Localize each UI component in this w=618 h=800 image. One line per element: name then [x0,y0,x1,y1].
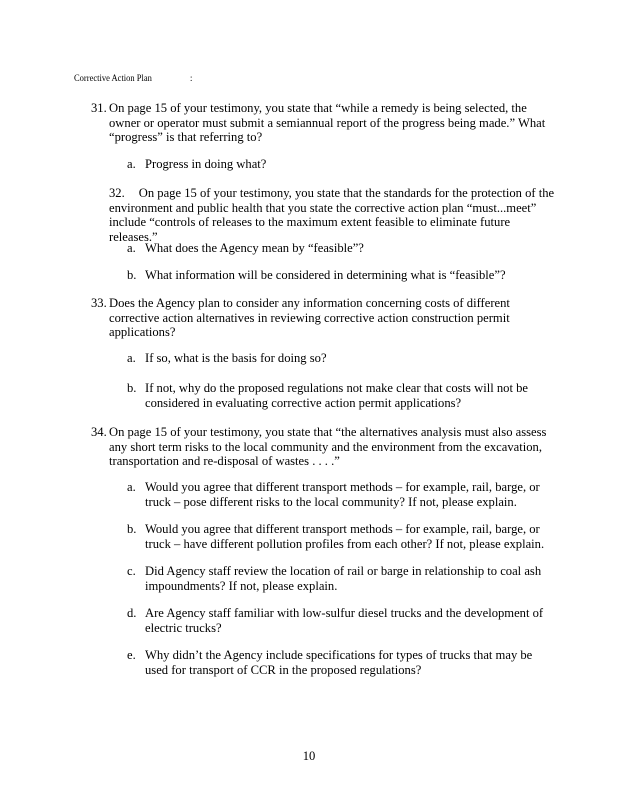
question-33 [91,296,561,340]
sub-letter: a. [127,241,136,255]
sub-text: Would you agree that different transport methods – for example, rail, barge, or truck – pose different risks to the local community? If not, please explain. [145,480,540,509]
sub-text: If not, why do the proposed regulations not make clear that costs will not be considered in evaluating corrective action permit applications? [145,381,528,410]
header-title: Corrective Action Plan [74,72,152,84]
question-number: 31. [91,101,107,115]
question-31 [91,101,561,145]
question-text: On page 15 of your testimony, you state that the standards for the protection of the environment and public health that you state the corrective action plan “must...meet” include “controls of releases to the maximum extent feasible to eliminate future releases.” [109,186,555,245]
sub-letter: a. [127,480,136,494]
question-33-sub-b [127,381,545,410]
question-34-sub-b [127,522,550,551]
sub-letter: b. [127,381,137,395]
sub-letter: a. [127,351,136,365]
question-34-sub-d [127,606,560,635]
header-colon: : [190,72,193,84]
page-number: 10 [302,749,316,763]
question-32-sub-b [127,268,555,283]
sub-letter: d. [127,606,137,620]
question-text: On page 15 of your testimony, you state that “the alternatives analysis must also assess any short term risks to the local community and the environment from the excavation, transportation and re-disposal of wastes . . . .” [109,425,547,469]
sub-text: Are Agency staff familiar with low-sulfur diesel trucks and the development of electric trucks? [145,606,544,635]
sub-letter: b. [127,268,137,282]
sub-text: Progress in doing what? [145,157,267,171]
question-number: 32. [109,186,125,200]
question-34 [91,425,561,469]
question-32-body [109,186,561,245]
sub-letter: b. [127,522,137,536]
sub-text: If so, what is the basis for doing so? [145,351,327,365]
question-number: 33. [91,296,107,310]
sub-text: What does the Agency mean by “feasible”? [145,241,364,255]
question-34-sub-a [127,480,550,509]
sub-text: Did Agency staff review the location of rail or barge in relationship to coal ash impoundments? If not, please explain. [145,564,542,593]
sub-text: Would you agree that different transport methods – for example, rail, barge, or truck – have different pollution profiles from each other? If not, please explain. [145,522,545,551]
question-34-sub-c [127,564,550,593]
question-33-sub-a [127,351,555,366]
question-32-sub-a [127,241,555,256]
question-number: 34. [91,425,107,439]
question-text: Does the Agency plan to consider any information concerning costs of different corrective action alternatives in reviewing corrective action construction permit applications? [109,296,510,340]
sub-letter: e. [127,648,136,662]
question-34-sub-e [127,648,555,677]
sub-text: What information will be considered in determining what is “feasible”? [145,268,506,282]
question-31-sub-a [127,157,555,172]
sub-letter: a. [127,157,136,171]
sub-letter: c. [127,564,136,578]
question-text: On page 15 of your testimony, you state that “while a remedy is being selected, the owner or operator must submit a semiannual report of the progress being made.” What “progress” is that referring to? [109,101,546,145]
sub-text: Why didn’t the Agency include specifications for types of trucks that may be used for transport of CCR in the proposed regulations? [145,648,533,677]
running-header [74,72,193,84]
question-32 [109,186,561,245]
